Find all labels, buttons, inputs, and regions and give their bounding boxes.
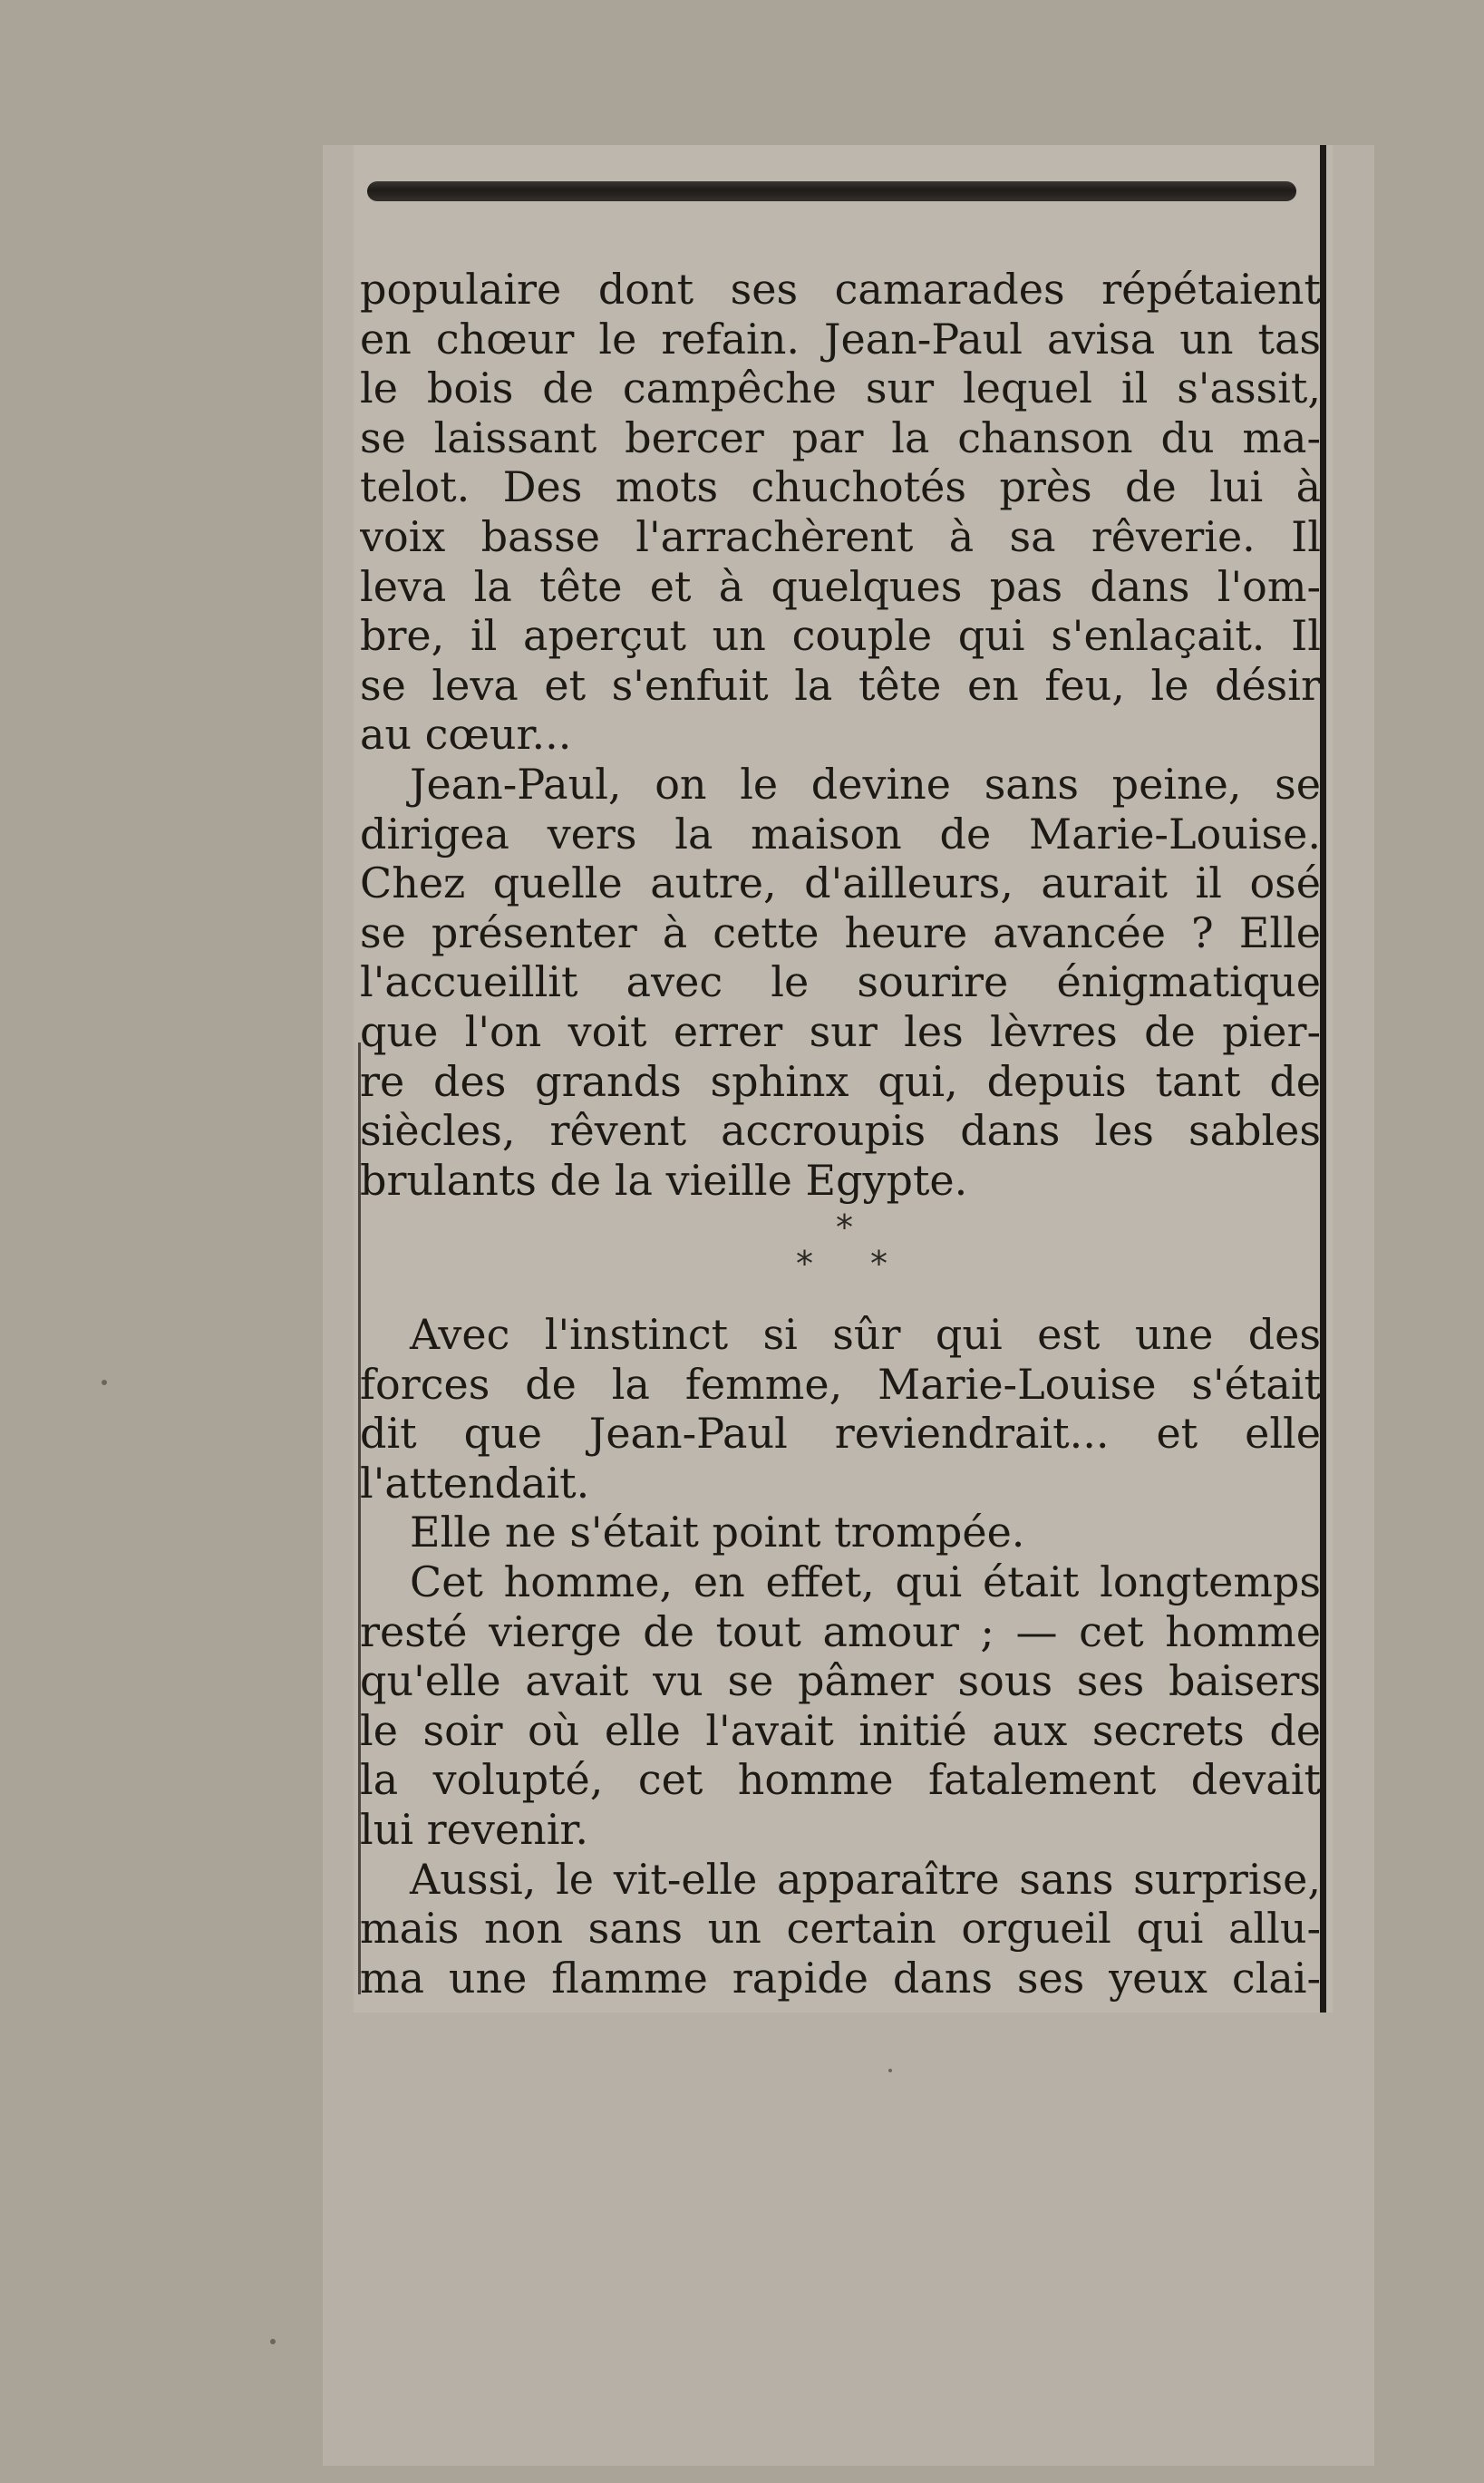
article-line: se laissant bercer par la chanson du ma- <box>360 412 1321 462</box>
article-line: l'attendait. <box>360 1458 590 1508</box>
article-line: se leva et s'enfuit la tête en feu, le désir <box>360 660 1321 710</box>
article-text-part-1 <box>360 265 1321 1205</box>
section-separator-asterism <box>771 1208 887 1284</box>
article-line: populaire dont ses camarades répétaient <box>360 265 1321 314</box>
article-line: Aussi, le vit-elle apparaître sans surprise, <box>410 1854 1321 1904</box>
paper-speck <box>102 1380 107 1385</box>
article-line: mais non sans un certain orgueil qui allu- <box>360 1904 1321 1954</box>
article-line: ma une flamme rapide dans ses yeux clai- <box>360 1953 1321 2003</box>
article-line: brulants de la vieille Egypte. <box>360 1155 968 1205</box>
article-line: siècles, rêvent accroupis dans les sables <box>360 1106 1321 1156</box>
article-line: telot. Des mots chuchotés près de lui à <box>360 462 1321 512</box>
right-column-rule <box>1320 145 1326 2013</box>
separator-star: * <box>836 1208 853 1247</box>
article-line: l'accueillit avec le sourire énigmatique <box>360 957 1321 1007</box>
paper-speck <box>270 2339 276 2344</box>
article-line: leva la tête et à quelques pas dans l'om- <box>360 561 1321 611</box>
separator-star: * <box>796 1244 813 1284</box>
article-line: Avec l'instinct si sûr qui est une des <box>410 1310 1321 1359</box>
article-line: le soir où elle l'avait initié aux secrets de <box>360 1705 1321 1755</box>
article-line: dit que Jean-Paul reviendrait... et elle <box>360 1409 1321 1459</box>
article-line: re des grands sphinx qui, depuis tant de <box>360 1056 1321 1106</box>
article-line: Chez quelle autre, d'ailleurs, aurait il osé <box>360 858 1321 908</box>
article-line: Elle ne s'était point trompée. <box>410 1508 1025 1557</box>
article-line: lui revenir. <box>360 1804 588 1854</box>
article-line: que l'on voit errer sur les lèvres de pier- <box>360 1006 1321 1056</box>
article-line: dirigea vers la maison de Marie-Louise. <box>360 809 1321 858</box>
article-line: la volupté, cet homme fatalement devait <box>360 1755 1321 1805</box>
article-line: qu'elle avait vu se pâmer sous ses baisers <box>360 1656 1321 1706</box>
paper-speck <box>888 2069 892 2072</box>
article-line: Cet homme, en effet, qui était longtemps <box>410 1557 1321 1606</box>
article-line: bre, il aperçut un couple qui s'enlaçait. Il <box>360 611 1321 661</box>
article-line: en chœur le refain. Jean-Paul avisa un tas <box>360 314 1321 364</box>
article-line: Jean-Paul, on le devine sans peine, se <box>410 759 1321 809</box>
separator-star: * <box>870 1244 887 1284</box>
article-line: voix basse l'arrachèrent à sa rêverie. Il <box>360 511 1321 561</box>
top-ornamental-rule <box>367 181 1296 201</box>
article-text-part-2 <box>360 1310 1321 2003</box>
article-line: forces de la femme, Marie-Louise s'était <box>360 1359 1321 1409</box>
article-line: le bois de campêche sur lequel il s'assit, <box>360 364 1321 413</box>
article-line: se présenter à cette heure avancée ? Elle <box>360 907 1321 957</box>
article-line: au cœur... <box>360 710 572 760</box>
article-line: resté vierge de tout amour ; — cet homme <box>360 1606 1321 1656</box>
